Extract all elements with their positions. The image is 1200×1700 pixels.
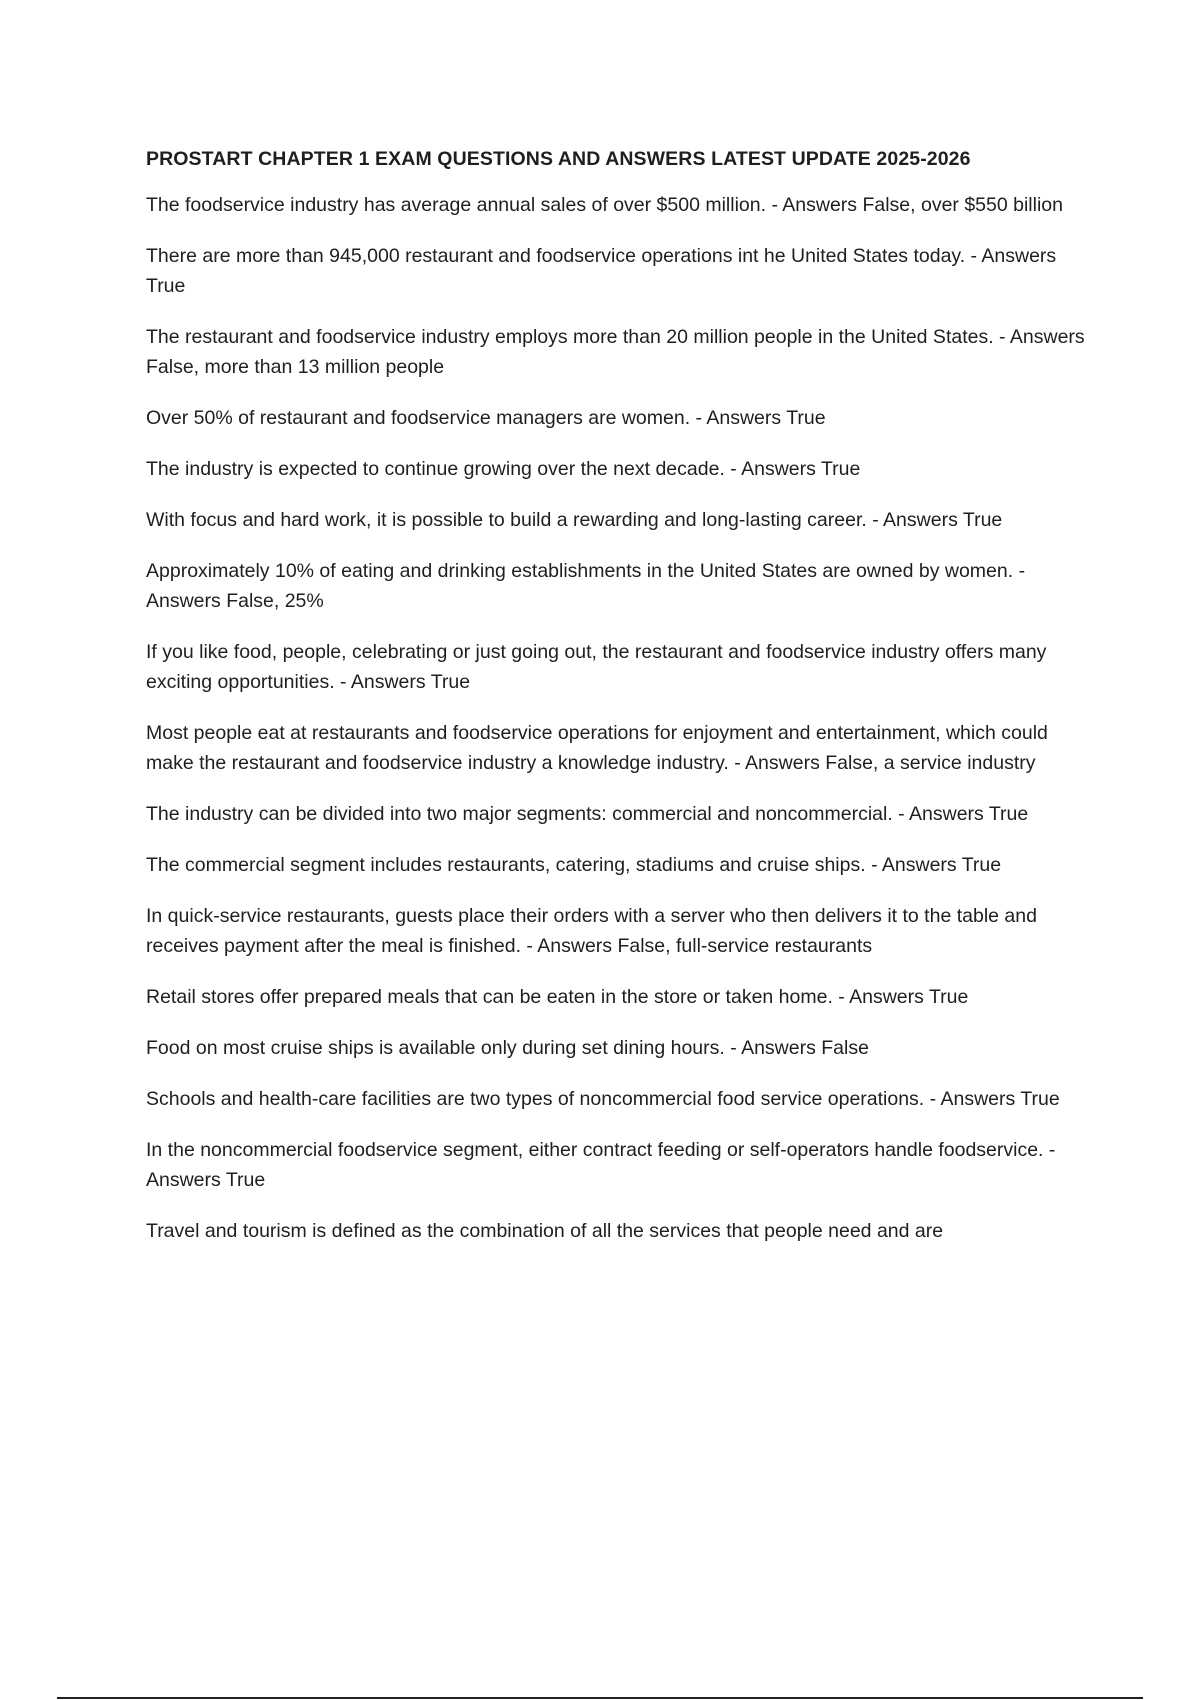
qa-item: The foodservice industry has average annual sales of over $500 million. - Answers False, over $550 billion — [146, 194, 1063, 216]
qa-item: There are more than 945,000 restaurant and foodservice operations int he United States today. - Answers True — [146, 245, 1057, 297]
qa-item: Retail stores offer prepared meals that can be eaten in the store or taken home. - Answers True — [146, 986, 969, 1008]
qa-item: Food on most cruise ships is available only during set dining hours. - Answers False — [146, 1037, 869, 1059]
qa-item: Schools and health-care facilities are two types of noncommercial food service operations. - Answers True — [146, 1088, 1060, 1110]
footer-divider — [57, 1697, 1143, 1699]
document-page — [146, 146, 1086, 1267]
qa-item: Over 50% of restaurant and foodservice managers are women. - Answers True — [146, 407, 826, 429]
qa-item: If you like food, people, celebrating or just going out, the restaurant and foodservice industry offers many exciting opportunities. - Answers True — [146, 641, 1047, 693]
qa-item: With focus and hard work, it is possible to build a rewarding and long-lasting career. - Answers True — [146, 509, 1003, 531]
qa-item: Most people eat at restaurants and foodservice operations for enjoyment and entertainment, which could make the restaurant and foodservice industry a knowledge industry. - Answers False, a service industry — [146, 722, 1048, 774]
qa-item: In quick-service restaurants, guests place their orders with a server who then delivers it to the table and receives payment after the meal is finished. - Answers False, full-service restaurants — [146, 905, 1037, 957]
qa-item: The industry is expected to continue growing over the next decade. - Answers True — [146, 458, 861, 480]
qa-list — [146, 190, 1086, 1246]
document-title: PROSTART CHAPTER 1 EXAM QUESTIONS AND ANSWERS LATEST UPDATE 2025-2026 — [146, 148, 971, 170]
qa-item: The commercial segment includes restaurants, catering, stadiums and cruise ships. - Answers True — [146, 854, 1002, 876]
qa-item: The restaurant and foodservice industry employs more than 20 million people in the United States. - Answers False, more than 13 million people — [146, 326, 1085, 378]
qa-item: The industry can be divided into two major segments: commercial and noncommercial. - Answers True — [146, 803, 1029, 825]
qa-item: Approximately 10% of eating and drinking establishments in the United States are owned by women. - Answers False, 25% — [146, 560, 1026, 612]
qa-item: In the noncommercial foodservice segment, either contract feeding or self-operators handle foodservice. - Answers True — [146, 1139, 1056, 1191]
qa-item: Travel and tourism is defined as the combination of all the services that people need and are — [146, 1220, 944, 1242]
